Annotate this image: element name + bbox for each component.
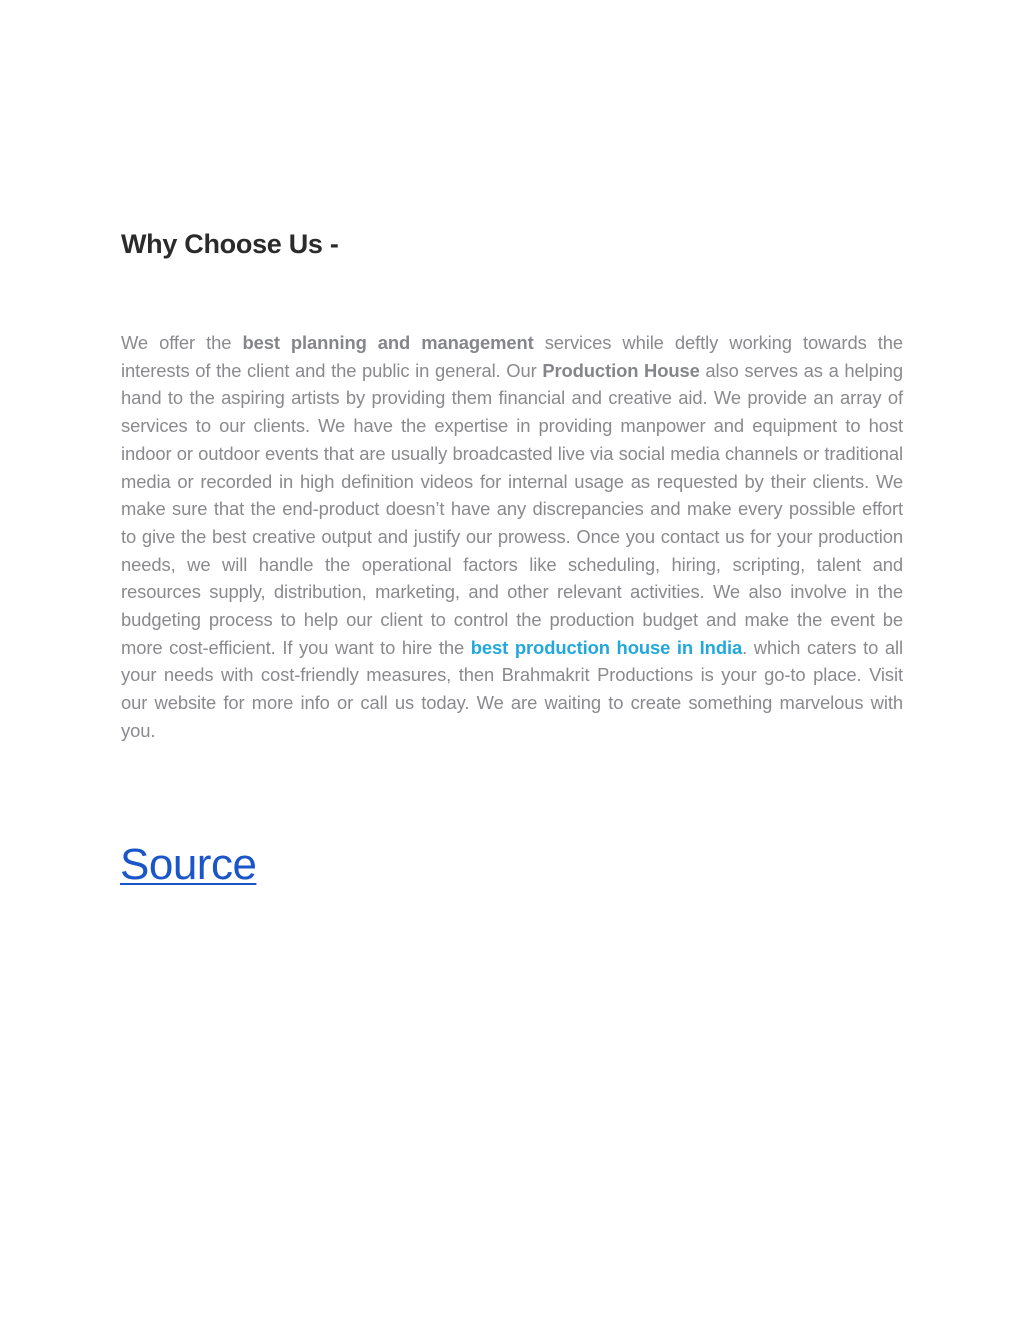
bold-phrase-planning: best planning and management	[242, 332, 534, 353]
source-link[interactable]: Source	[120, 840, 257, 889]
section-heading: Why Choose Us -	[121, 229, 339, 259]
paragraph-text-3: also serves as a helping hand to the aspiring artists by providing them financial and creative aid. We provide an array of services to our clients. We have the expertise in providing manpower and equipment to host indoor or outdoor events that are usually broadcasted live via social media channels or traditional media or recorded in high definition videos for internal usage as requested by their clients. We make sure that the end-product doesn’t have any discrepancies and make every possible effort to give the best creative output and justify our prowess. Once you contact us for your production needs, we will handle the operational factors like scheduling, hiring, scripting, talent and resources supply, distribution, marketing, and other relevant activities. We also involve in the budgeting process to help our client to control the production budget and make the event be more cost-efficient. If you want to hire the	[121, 359, 903, 658]
paragraph-text-4: . which caters to all your needs with cost-friendly measures, then Brahmakrit Productions is your go-to place. Visit our website for more info or call us today. We are waiting to create something marvelous with you.	[121, 636, 903, 741]
bold-phrase-production-house: Production House	[542, 359, 700, 381]
paragraph-text-2: services while deftly working towards the interests of the client and the public in general. Our	[121, 332, 903, 381]
body-paragraph	[121, 329, 903, 745]
production-house-link[interactable]: best production house in India	[470, 636, 743, 658]
paragraph-text-1: We offer the	[121, 332, 243, 353]
